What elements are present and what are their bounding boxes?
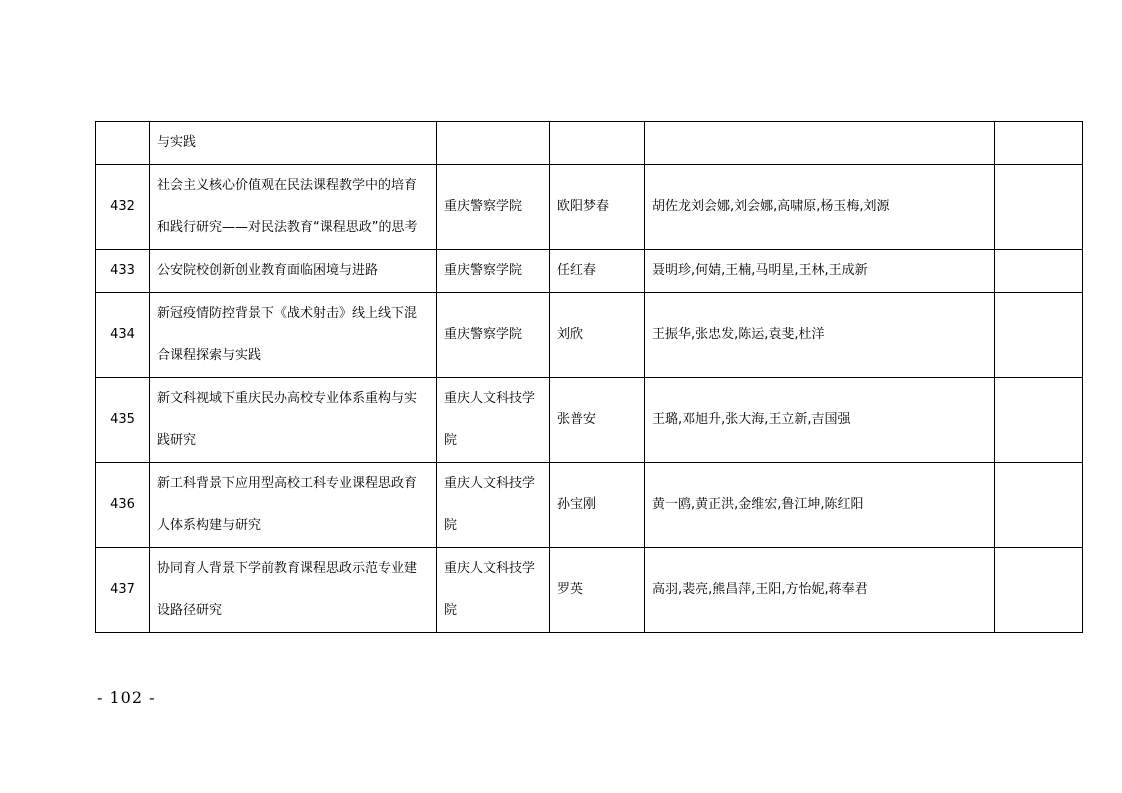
table-row: [96, 250, 1083, 293]
table-row: [96, 293, 1083, 378]
institution: 重庆人文科技学院: [437, 378, 550, 463]
extra-cell: [995, 122, 1083, 165]
page-number: - 102 -: [97, 688, 156, 707]
row-number: 435: [96, 378, 150, 463]
project-lead: 孙宝刚: [550, 463, 645, 548]
table-row: [96, 548, 1083, 633]
project-lead: 任红春: [550, 250, 645, 293]
extra-cell: [995, 165, 1083, 250]
institution: 重庆警察学院: [437, 250, 550, 293]
row-number: 433: [96, 250, 150, 293]
extra-cell: [995, 548, 1083, 633]
team-members: 王振华,张忠发,陈运,袁斐,杜洋: [645, 293, 995, 378]
project-title: 新文科视域下重庆民办高校专业体系重构与实践研究: [150, 378, 437, 463]
project-lead: 张普安: [550, 378, 645, 463]
institution: 重庆警察学院: [437, 165, 550, 250]
extra-cell: [995, 378, 1083, 463]
row-number: 432: [96, 165, 150, 250]
row-number: 437: [96, 548, 150, 633]
project-title: 新冠疫情防控背景下《战术射击》线上线下混合课程探索与实践: [150, 293, 437, 378]
team-members: 黄一鸥,黄正洪,金维宏,鲁江坤,陈红阳: [645, 463, 995, 548]
project-title: 公安院校创新创业教育面临困境与进路: [150, 250, 437, 293]
institution: 重庆人文科技学院: [437, 463, 550, 548]
institution: [437, 122, 550, 165]
row-number: [96, 122, 150, 165]
team-members: 聂明珍,何婧,王楠,马明星,王林,王成新: [645, 250, 995, 293]
project-title: 与实践: [150, 122, 437, 165]
table-row: [96, 122, 1083, 165]
team-members: 胡佐龙刘会娜,刘会娜,高啸原,杨玉梅,刘源: [645, 165, 995, 250]
team-members: [645, 122, 995, 165]
project-title: 新工科背景下应用型高校工科专业课程思政育人体系构建与研究: [150, 463, 437, 548]
row-number: 436: [96, 463, 150, 548]
project-lead: 罗英: [550, 548, 645, 633]
projects-table: [95, 121, 1083, 633]
table-row: [96, 463, 1083, 548]
project-lead: 刘欣: [550, 293, 645, 378]
row-number: 434: [96, 293, 150, 378]
extra-cell: [995, 463, 1083, 548]
project-title: 协同育人背景下学前教育课程思政示范专业建设路径研究: [150, 548, 437, 633]
project-lead: [550, 122, 645, 165]
project-lead: 欧阳梦春: [550, 165, 645, 250]
team-members: 王璐,邓旭升,张大海,王立新,吉国强: [645, 378, 995, 463]
team-members: 高羽,裴亮,熊昌萍,王阳,方怡妮,蒋奉君: [645, 548, 995, 633]
extra-cell: [995, 250, 1083, 293]
institution: 重庆人文科技学院: [437, 548, 550, 633]
table-row: [96, 378, 1083, 463]
institution: 重庆警察学院: [437, 293, 550, 378]
project-title: 社会主义核心价值观在民法课程教学中的培育和践行研究——对民法教育“课程思政”的思考: [150, 165, 437, 250]
table-row: [96, 165, 1083, 250]
extra-cell: [995, 293, 1083, 378]
